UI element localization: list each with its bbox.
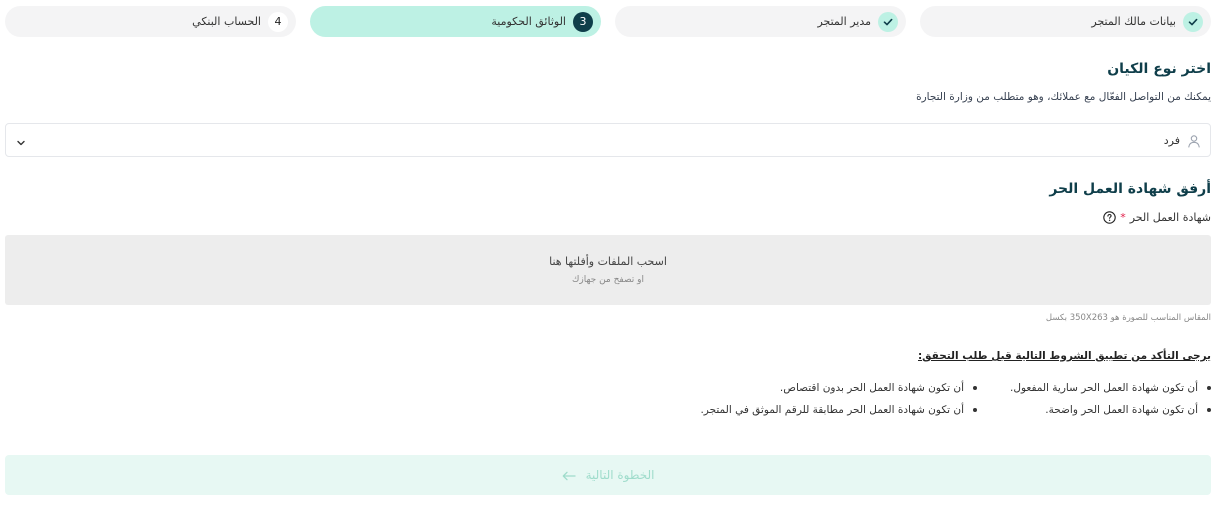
certificate-field-label bbox=[1103, 211, 1211, 224]
next-step-label: الخطوة التالية bbox=[585, 468, 655, 482]
list-item bbox=[700, 399, 977, 421]
file-dropzone[interactable] bbox=[5, 235, 1211, 305]
step-store-manager[interactable] bbox=[615, 6, 906, 37]
help-icon[interactable] bbox=[1103, 211, 1116, 224]
list-item bbox=[1010, 377, 1211, 399]
browse-device-link[interactable]: او تصفح من جهازك bbox=[572, 275, 644, 285]
chevron-down-icon[interactable] bbox=[15, 134, 27, 146]
entity-type-description: يمكنك من التواصل الفعّال مع عملائك، وهو متطلب من وزارة التجارة bbox=[916, 91, 1211, 103]
step-label: مدير المتجر bbox=[817, 15, 871, 28]
entity-type-value: فرد bbox=[1163, 133, 1180, 147]
conditions-list-a bbox=[1010, 377, 1211, 421]
attachment-title: أرفق شهادة العمل الحر bbox=[1049, 181, 1211, 197]
condition-text: أن تكون شهادة العمل الحر مطابقة للرقم الموثق في المتجر. bbox=[700, 404, 964, 416]
check-icon bbox=[1183, 12, 1203, 32]
step-label: بيانات مالك المتجر bbox=[1091, 15, 1176, 28]
conditions-list-b bbox=[700, 377, 977, 421]
conditions-title: يرجى التأكد من تطبيق الشروط التالية قبل طلب التحقق: bbox=[917, 350, 1211, 362]
step-store-owner[interactable] bbox=[920, 6, 1211, 37]
step-government-documents[interactable] bbox=[310, 6, 601, 37]
condition-text: أن تكون شهادة العمل الحر بدون اقتصاص. bbox=[779, 382, 964, 394]
list-item bbox=[700, 377, 977, 399]
bullet bbox=[973, 408, 977, 412]
condition-text: أن تكون شهادة العمل الحر واضحة. bbox=[1045, 404, 1198, 416]
arrow-left-icon bbox=[562, 470, 576, 480]
required-mark: * bbox=[1120, 211, 1126, 224]
field-label-text: شهادة العمل الحر bbox=[1129, 211, 1211, 224]
step-bank-account[interactable] bbox=[5, 6, 296, 37]
step-label: الحساب البنكي bbox=[192, 15, 261, 28]
list-item bbox=[1010, 399, 1211, 421]
next-step-button[interactable] bbox=[5, 455, 1211, 495]
check-icon bbox=[878, 12, 898, 32]
step-label: الوثائق الحكومية bbox=[491, 15, 566, 28]
step-number: 3 bbox=[573, 12, 593, 32]
bullet bbox=[1207, 386, 1211, 390]
step-number: 4 bbox=[268, 12, 288, 32]
condition-text: أن تكون شهادة العمل الحر سارية المفعول. bbox=[1010, 382, 1198, 394]
entity-type-title: اختر نوع الكيان bbox=[1107, 61, 1211, 77]
user-icon bbox=[1187, 133, 1201, 147]
entity-type-select[interactable] bbox=[5, 123, 1211, 157]
dropzone-main-text: اسحب الملفات وأفلتها هنا bbox=[549, 255, 667, 268]
bullet bbox=[973, 386, 977, 390]
image-size-note: المقاس المناسب للصورة هو 350X263 بكسل bbox=[1045, 313, 1211, 323]
stepper bbox=[5, 6, 1211, 37]
bullet bbox=[1207, 408, 1211, 412]
